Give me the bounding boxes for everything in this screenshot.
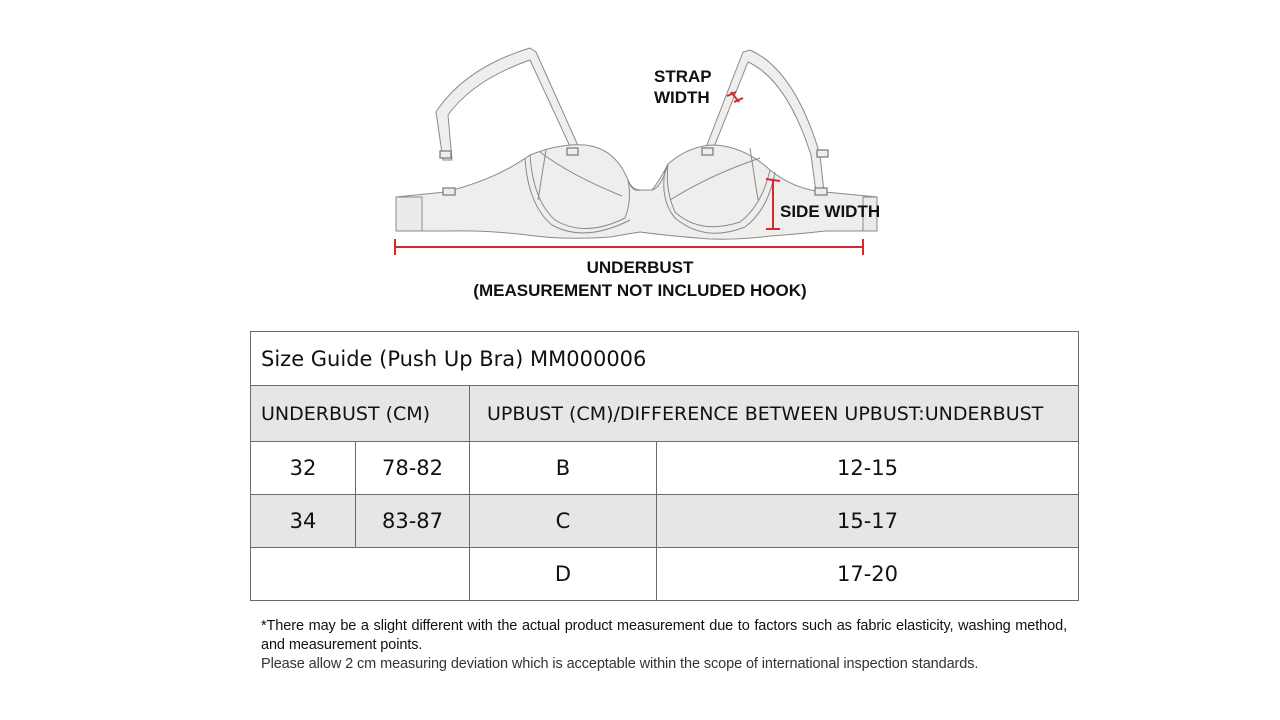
- strap-width-label-line1: STRAP: [654, 67, 712, 86]
- underbust-label: [370, 256, 910, 302]
- header-upbust: UPBUST (CM)/DIFFERENCE BETWEEN UPBUST:UNDERBUST: [470, 386, 1079, 442]
- table-header-row: [251, 386, 1079, 442]
- underbust-cm: 83-87: [356, 495, 470, 548]
- band-size: 34: [251, 495, 356, 548]
- cup-size: D: [470, 548, 657, 601]
- band-size: 32: [251, 442, 356, 495]
- disclaimer-line-1: *There may be a slight different with the actual product measurement due to factors such as fabric elasticity, washing method, and measurement points.: [261, 618, 1067, 653]
- header-underbust: UNDERBUST (CM): [251, 386, 470, 442]
- size-guide-table: [250, 331, 1079, 601]
- table-row: [251, 548, 1079, 601]
- cup-size: B: [470, 442, 657, 495]
- empty-cell: [251, 548, 470, 601]
- table-title: Size Guide (Push Up Bra) MM000006: [251, 332, 1079, 386]
- table-title-row: [251, 332, 1079, 386]
- strap-width-label-line2: WIDTH: [654, 88, 710, 107]
- side-width-label: SIDE WIDTH: [780, 202, 881, 221]
- bust-difference: 12-15: [657, 442, 1079, 495]
- bust-difference: 17-20: [657, 548, 1079, 601]
- cup-size: C: [470, 495, 657, 548]
- bust-difference: 15-17: [657, 495, 1079, 548]
- underbust-label-title: UNDERBUST: [586, 258, 694, 277]
- underbust-cm: 78-82: [356, 442, 470, 495]
- table-row: [251, 442, 1079, 495]
- bra-measurement-diagram: [370, 40, 910, 305]
- disclaimer-line-2: Please allow 2 cm measuring deviation which is acceptable within the scope of international inspection standards.: [261, 656, 979, 672]
- measurement-disclaimer: [261, 617, 1067, 674]
- strap-width-label: [654, 66, 712, 108]
- underbust-label-note: (MEASUREMENT NOT INCLUDED HOOK): [473, 281, 807, 300]
- table-row: [251, 495, 1079, 548]
